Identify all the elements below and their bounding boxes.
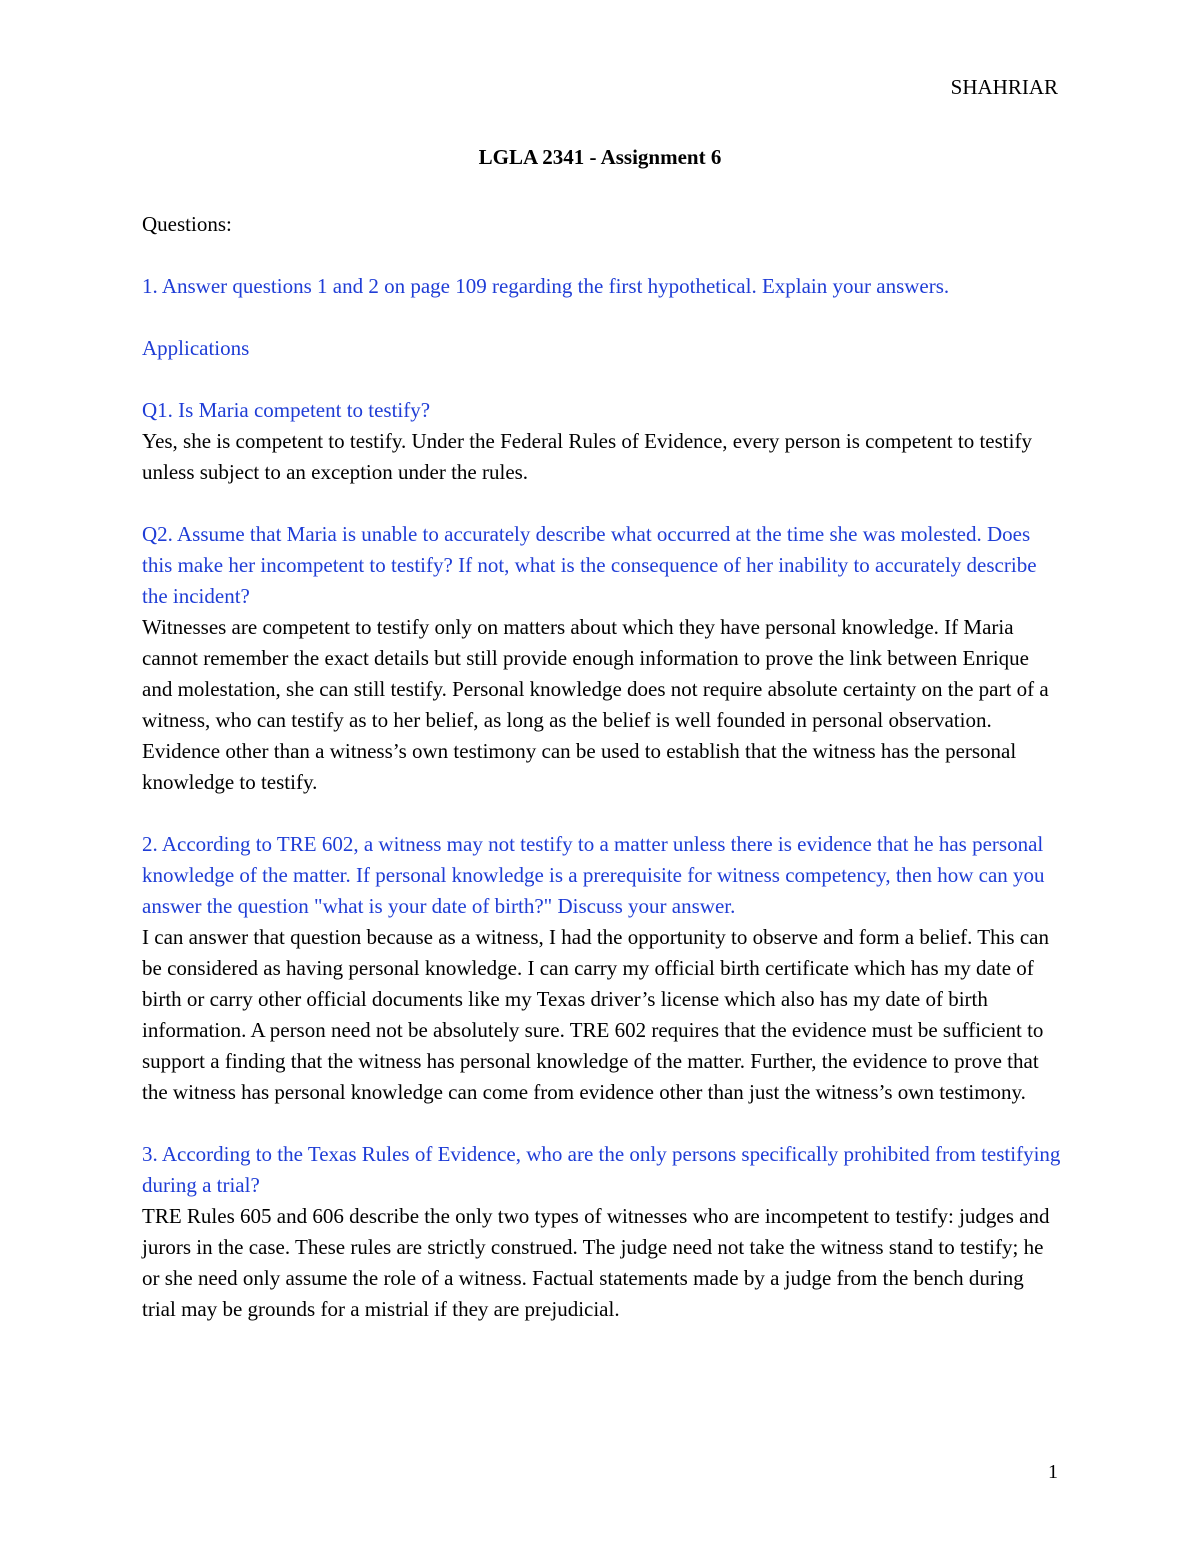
item3-block [142, 1139, 1062, 1325]
q2-question: Q2. Assume that Maria is unable to accurately describe what occurred at the time she was molested. Does this make her incompetent to testify? If not, what is the consequence of her inability to accurately describe the incident? [142, 522, 1037, 608]
header-author: SHAHRIAR [950, 75, 1058, 99]
q2-answer: Witnesses are competent to testify only on matters about which they have personal knowledge. If Maria cannot remember the exact details but still provide enough information to prove the link between Enrique and molestation, she can still testify. Personal knowledge does not require absolute certainty on the part of a witness, who can testify as to her belief, as long as the belief is well founded in personal observation. Evidence other than a witness’s own testimony can be used to establish that the witness has the personal knowledge to testify. [142, 615, 1049, 794]
item2-block [142, 829, 1062, 1108]
q1-block [142, 395, 1062, 488]
q1-question: Q1. Is Maria competent to testify? [142, 398, 431, 422]
applications-label: Applications [142, 336, 250, 360]
questions-label: Questions: [142, 212, 232, 236]
q2-block [142, 519, 1062, 798]
page-number: 1 [1048, 1461, 1058, 1483]
q1-answer: Yes, she is competent to testify. Under the Federal Rules of Evidence, every person is competent to testify unless subject to an exception under the rules. [142, 429, 1032, 484]
item2-answer: I can answer that question because as a witness, I had the opportunity to observe and form a belief. This can be considered as having personal knowledge. I can carry my official birth certificate which has my date of birth or carry other official documents like my Texas driver’s license which also has my date of birth information. A person need not be absolutely sure. TRE 602 requires that the evidence must be sufficient to support a finding that the witness has personal knowledge of the matter. Further, the evidence to prove that the witness has personal knowledge can come from evidence other than just the witness’s own testimony. [142, 925, 1049, 1104]
page-title: LGLA 2341 - Assignment 6 [478, 145, 722, 169]
item1-prompt: 1. Answer questions 1 and 2 on page 109 regarding the first hypothetical. Explain your answers. [142, 274, 950, 298]
item3-answer: TRE Rules 605 and 606 describe the only two types of witnesses who are incompetent to testify: judges and jurors in the case. These rules are strictly construed. The judge need not take the witness stand to testify; he or she need only assume the role of a witness. Factual statements made by a judge from the bench during trial may be grounds for a mistrial if they are prejudicial. [142, 1204, 1050, 1321]
item2-question: 2. According to TRE 602, a witness may not testify to a matter unless there is evidence that he has personal knowledge of the matter. If personal knowledge is a prerequisite for witness competency, then how can you answer the question "what is your date of birth?" Discuss your answer. [142, 832, 1045, 918]
document-body [142, 209, 1062, 1356]
item3-question: 3. According to the Texas Rules of Evidence, who are the only persons specifically prohibited from testifying during a trial? [142, 1142, 1061, 1197]
